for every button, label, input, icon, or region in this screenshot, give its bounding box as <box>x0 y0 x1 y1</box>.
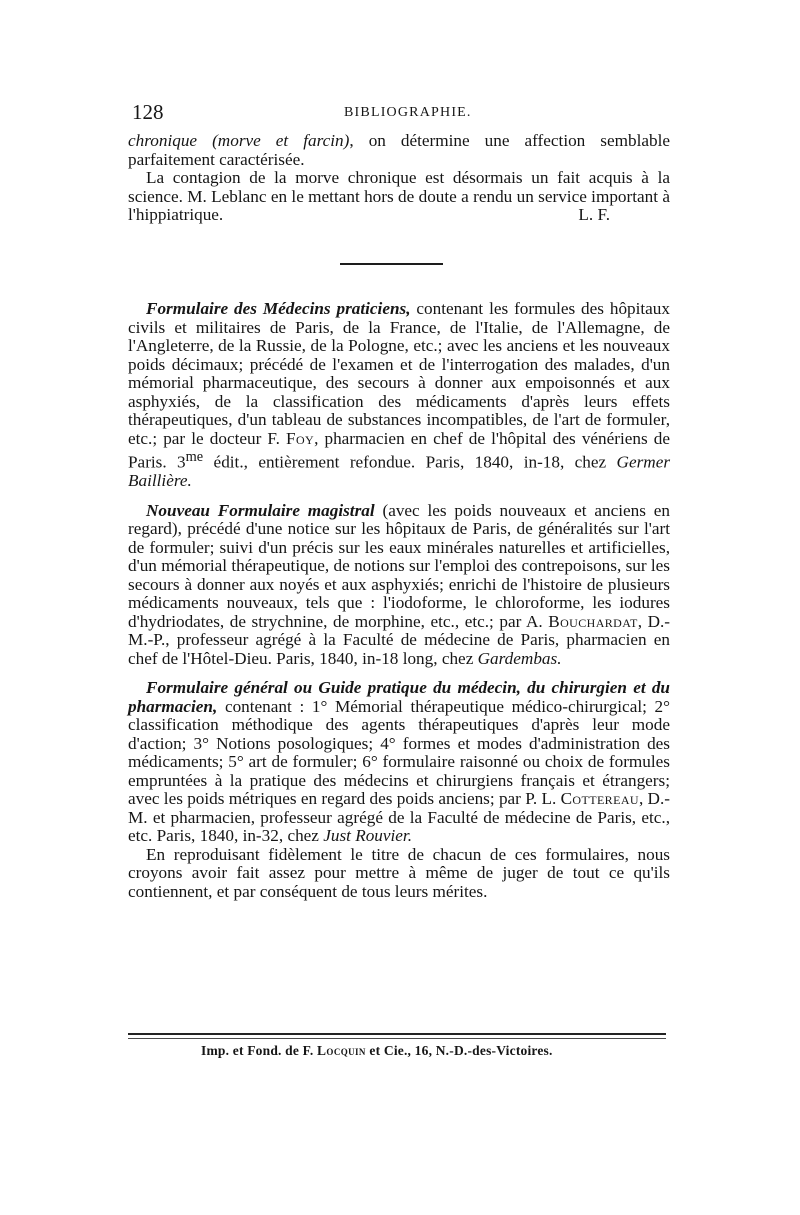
running-head <box>132 100 672 124</box>
entry-title: Nouveau Formulaire magistral <box>146 500 375 520</box>
imprint-printer-name: Locquin <box>317 1043 366 1058</box>
previous-review-ending <box>128 132 670 225</box>
edition-superscript: me <box>185 449 204 465</box>
previous-review-paragraph <box>128 132 670 169</box>
closing-paragraph <box>128 846 670 902</box>
footer-rule-thin <box>128 1038 666 1039</box>
entry-author: Foy <box>286 428 315 448</box>
paragraph-text: , on détermine une affection semblable parfaitement caractérisée. <box>128 131 670 169</box>
entry-author: Bouchardat <box>548 611 638 631</box>
bibliography-entry <box>128 679 670 846</box>
running-title: BIBLIOGRAPHIE. <box>344 105 472 120</box>
printer-imprint <box>201 1042 553 1059</box>
imprint-text: Imp. et Fond. de F. <box>201 1043 318 1058</box>
entry-title: Formulaire général ou Guide pratique du médecin, du chirurgien et du pharmacien, <box>128 678 670 716</box>
footer-rule <box>128 1033 666 1035</box>
entry-text: contenant les formules des hôpitaux civils et militaires de Paris, de la France, de l'Italie, de l'Allemagne, de l'Angleterre, de la Russie, de la Pologne, etc.; avec les anciens et les nouveaux poids décimaux; précédé de l'examen et de l'interrogation des malades, d'un mémorial pharmaceutique, des secours à donner aux empoisonnés et aux asphyxiés, de la classification des médicaments d'après leurs effets thérapeutiques, d'un tableau de substances incompatibles, de l'art de formuler, etc.; par le docteur F. <box>128 299 670 448</box>
entry-title: Formulaire des Médecins praticiens, <box>146 299 411 318</box>
imprint-text: et Cie., 16, N.-D.-des-Victoires. <box>365 1043 553 1058</box>
bibliography-entry <box>128 502 670 669</box>
entry-publisher: Just Rouvier. <box>323 826 412 846</box>
bibliography-entries <box>128 300 670 901</box>
paragraph-text: En reproduisant fidèlement le titre de chacun de ces formulaires, nous croyons avoir fait assez pour mettre à même de juger de tout ce qu'ils contiennent, et par conséquent de tous leurs mérites. <box>128 844 670 901</box>
entry-text: , D.-M.-P., professeur agrégé à la Faculté de médecine de Paris, pharmacien en chef de l'Hôtel-Dieu. Paris, 1840, in-18 long, chez <box>128 611 670 668</box>
entry-publisher: Gardembas. <box>477 648 562 668</box>
entry-text: contenant : 1° Mémorial thérapeutique médico-chirurgical; 2° classification méthodique des agents thérapeutiques d'après leur mode d'action; 3° Notions posologiques; 4° formes et modes d'administration des médicaments; 5° art de formuler; 6° formulaire raisonné ou choix de formules empruntées à la pratique des médecins et chirurgiens français et étrangers; avec les poids métriques en regard des poids anciens; par P. L. <box>128 696 670 809</box>
entry-text: , D.-M. et pharmacien, professeur agrégé de la Faculté de médecine de Paris, etc., etc. Paris, 1840, in-32, chez <box>128 789 670 846</box>
entry-text: (avec les poids nouveaux et anciens en regard), précédé d'une notice sur les hôpitaux de Paris, de généralités sur l'art de formuler; suivi d'un précis sur les eaux minérales naturelles et artificielles, d'un mémorial thérapeutique, de notions sur l'emploi des contrepoisons, sur les secours à donner aux noyés et aux asphyxiés; enrichi de l'histoire de plusieurs médicaments nouveaux, tels que : l'iodoforme, le chloroforme, les iodures d'hydriodates, de strychnine, de morphine, etc., etc.; par A. <box>128 500 670 631</box>
entry-text: , pharmacien en chef de l'hôpital des vénériens de Paris. 3 <box>128 428 670 472</box>
entry-author: Cottereau <box>560 789 639 809</box>
review-signature: L. F. <box>578 205 610 224</box>
italic-phrase: chronique (morve et farcin) <box>128 131 350 150</box>
entry-publisher: Germer Baillière. <box>128 452 671 491</box>
page-number: 128 <box>132 100 164 124</box>
section-divider <box>340 263 443 265</box>
bibliography-entry <box>128 300 670 491</box>
paragraph-text: La contagion de la morve chronique est désormais un fait acquis à la science. M. Leblanc en le mettant hors de doute a rendu un service important à l'hippiatrique. <box>128 168 670 224</box>
entry-text: édit., entièrement refondue. Paris, 1840, in-18, chez <box>203 452 617 472</box>
conclusion-paragraph <box>128 169 670 225</box>
